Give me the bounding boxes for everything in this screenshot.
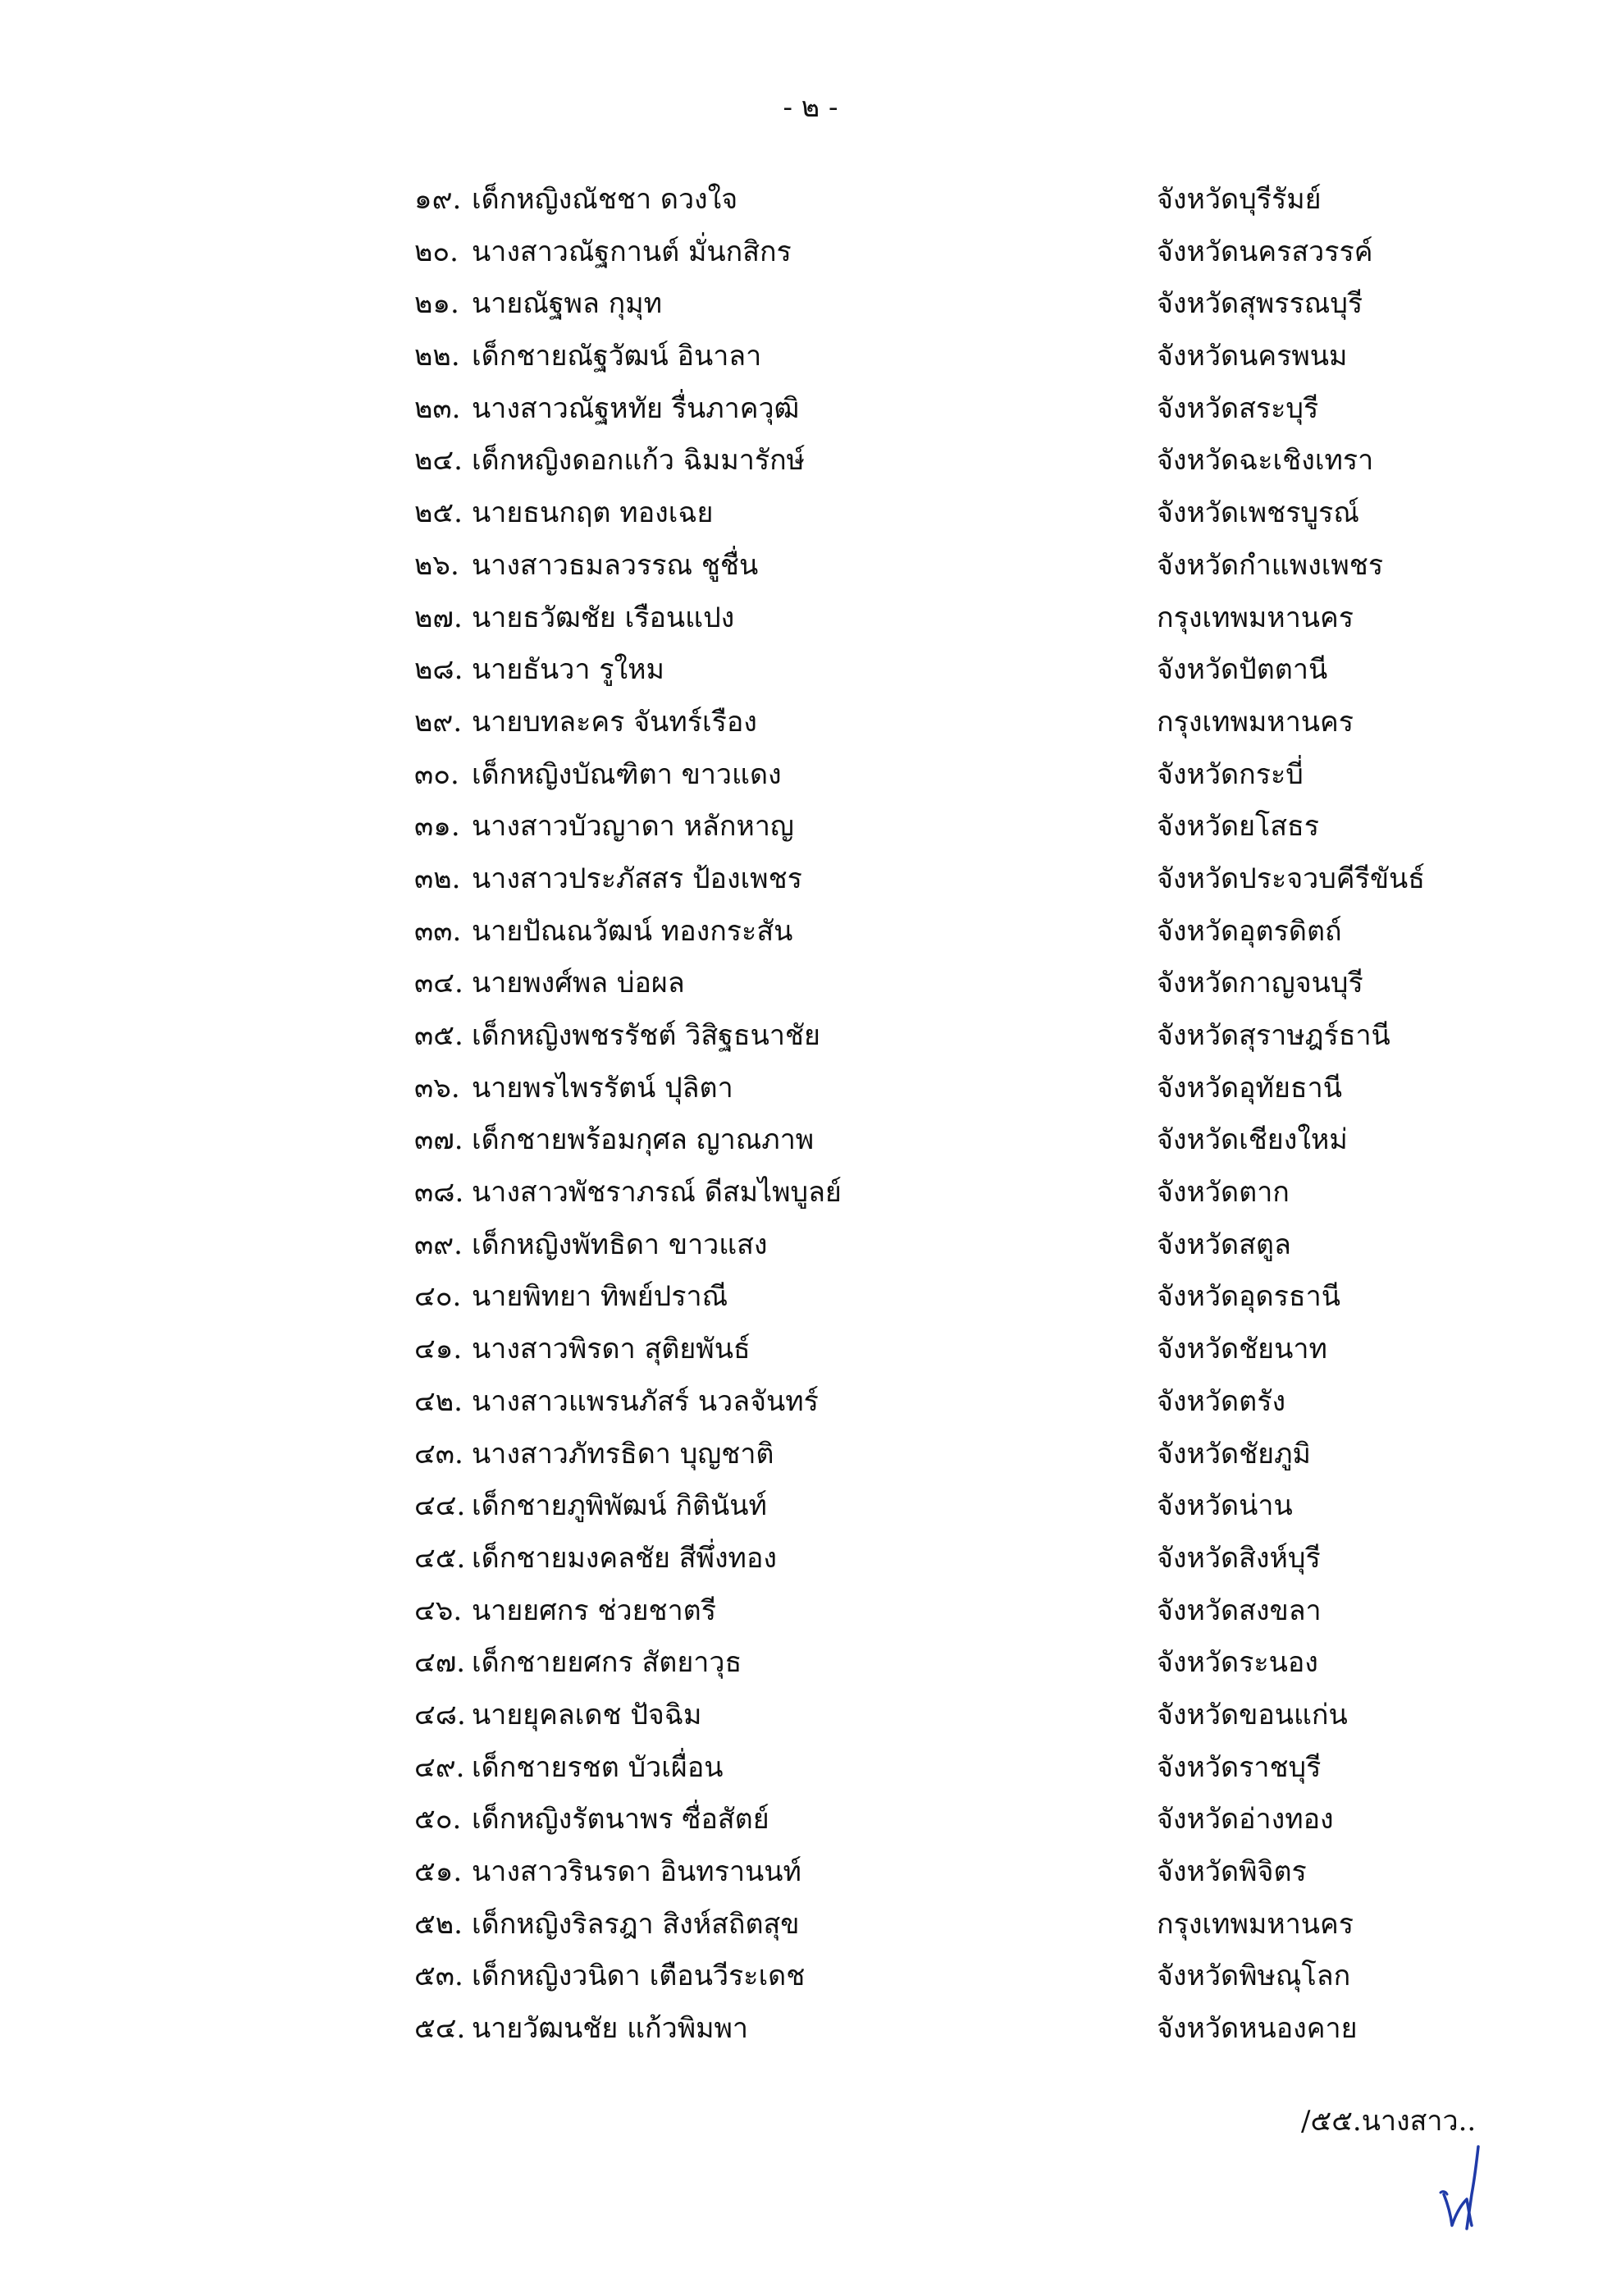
entry-province: จังหวัดตาก bbox=[1157, 1176, 1290, 1210]
entry-name: นางสาวพิรดา สุติยพันธ์ bbox=[472, 1333, 751, 1366]
entry-province: จังหวัดกาญจนบุรี bbox=[1157, 967, 1363, 1000]
entry-name: นายธันวา รูใหม bbox=[472, 653, 664, 687]
entry-province: จังหวัดสุราษฎร์ธานี bbox=[1157, 1019, 1390, 1052]
entry-province: กรุงเทพมหานคร bbox=[1157, 705, 1354, 739]
list-item bbox=[414, 1539, 1481, 1592]
entry-name: เด็กหญิงวนิดา เตือนวีระเดช bbox=[472, 1960, 806, 1993]
entry-number: ๒๙. bbox=[414, 705, 463, 739]
page-number: - ๒ - bbox=[783, 91, 838, 124]
entry-name: เด็กหญิงริลรฎา สิงห์สถิตสุข bbox=[472, 1907, 800, 1941]
entry-province: จังหวัดฉะเชิงเทรา bbox=[1157, 444, 1374, 478]
list-item bbox=[414, 912, 1481, 965]
entry-province: กรุงเทพมหานคร bbox=[1157, 1907, 1354, 1941]
entry-number: ๒๓. bbox=[414, 391, 461, 425]
list-item bbox=[414, 1435, 1481, 1488]
list-item bbox=[414, 1278, 1481, 1330]
entry-number: ๕๓. bbox=[414, 1960, 463, 1993]
entry-name: นายพรไพรรัตน์ ปุลิตา bbox=[472, 1071, 733, 1105]
entry-name: เด็กชายณัฐวัฒน์ อินาลา bbox=[472, 340, 762, 373]
entry-number: ๕๒. bbox=[414, 1907, 463, 1941]
entry-name: นางสาวณัฐหทัย รื่นภาควุฒิ bbox=[472, 391, 800, 425]
entry-number: ๓๐. bbox=[414, 757, 459, 791]
list-item bbox=[414, 703, 1481, 756]
entry-number: ๔๐. bbox=[414, 1280, 462, 1314]
entry-number: ๔๔. bbox=[414, 1489, 466, 1523]
list-item bbox=[414, 390, 1481, 442]
entry-province: จังหวัดสระบุรี bbox=[1157, 391, 1319, 425]
entry-name: นายธวัฒชัย เรือนแปง bbox=[472, 601, 735, 634]
entry-province: จังหวัดพิจิตร bbox=[1157, 1855, 1307, 1888]
list-item bbox=[414, 1017, 1481, 1069]
entry-number: ๓๙. bbox=[414, 1228, 463, 1261]
entry-number: ๓๒. bbox=[414, 862, 461, 895]
entry-province: จังหวัดนครพนม bbox=[1157, 340, 1348, 373]
list-item bbox=[414, 2010, 1481, 2062]
list-item bbox=[414, 1173, 1481, 1226]
entry-province: จังหวัดกำแพงเพชร bbox=[1157, 548, 1384, 582]
entry-province: จังหวัดน่าน bbox=[1157, 1489, 1293, 1523]
continuation-note: /๕๕.นางสาว.. bbox=[1301, 2105, 1477, 2138]
entry-province: จังหวัดชัยนาท bbox=[1157, 1333, 1327, 1366]
entry-name: นางสาวประภัสสร ป้องเพชร bbox=[472, 862, 802, 895]
entry-number: ๓๘. bbox=[414, 1176, 464, 1210]
entry-number: ๓๓. bbox=[414, 914, 462, 948]
list-item bbox=[414, 1383, 1481, 1435]
entry-number: ๔๒. bbox=[414, 1384, 463, 1418]
entry-number: ๒๔. bbox=[414, 444, 463, 478]
entry-name: นายพงศ์พล บ่อผล bbox=[472, 967, 685, 1000]
entry-name: นางสาวณัฐกานต์ มั่นกสิกร bbox=[472, 235, 792, 268]
entry-name: เด็กชายภูพิพัฒน์ กิตินันท์ bbox=[472, 1489, 767, 1523]
list-item bbox=[414, 1800, 1481, 1853]
entry-name: นางสาวภัทรธิดา บุญชาติ bbox=[472, 1437, 774, 1470]
entry-number: ๓๑. bbox=[414, 810, 460, 844]
entry-name: นายพิทยา ทิพย์ปราณี bbox=[472, 1280, 728, 1314]
entry-number: ๓๔. bbox=[414, 967, 463, 1000]
entry-province: จังหวัดบุรีรัมย์ bbox=[1157, 183, 1322, 216]
entry-name: นายยศกร ช่วยชาตรี bbox=[472, 1594, 717, 1627]
entry-number: ๕๔. bbox=[414, 2012, 466, 2046]
entry-province: จังหวัดเชียงใหม่ bbox=[1157, 1123, 1348, 1157]
entry-name: นายณัฐพล กุมุท bbox=[472, 287, 663, 321]
entry-number: ๔๙. bbox=[414, 1750, 465, 1784]
entry-province: จังหวัดประจวบคีรีขันธ์ bbox=[1157, 862, 1426, 895]
entry-province: จังหวัดเพชรบูรณ์ bbox=[1157, 496, 1359, 530]
entry-name: นางสาวแพรนภัสร์ นวลจันทร์ bbox=[472, 1384, 819, 1418]
list-item bbox=[414, 651, 1481, 703]
entry-number: ๓๕. bbox=[414, 1019, 463, 1052]
entry-number: ๔๓. bbox=[414, 1437, 463, 1470]
entry-name: เด็กชายยศกร สัตยาวุธ bbox=[472, 1646, 742, 1680]
entry-number: ๒๕. bbox=[414, 496, 463, 530]
list-item bbox=[414, 1069, 1481, 1122]
entry-number: ๔๘. bbox=[414, 1698, 466, 1731]
entry-name: เด็กชายรชต บัวเผื่อน bbox=[472, 1750, 724, 1784]
entry-number: ๔๗. bbox=[414, 1646, 466, 1680]
entry-number: ๓๖. bbox=[414, 1071, 460, 1105]
list-item bbox=[414, 1957, 1481, 2010]
entry-name: เด็กหญิงพชรรัชต์ วิสิฐธนาชัย bbox=[472, 1019, 820, 1052]
entry-province: จังหวัดสุพรรณบุรี bbox=[1157, 287, 1363, 321]
list-item bbox=[414, 1749, 1481, 1801]
entry-name: เด็กหญิงณัชชา ดวงใจ bbox=[472, 183, 738, 216]
list-item bbox=[414, 1853, 1481, 1905]
entry-name: เด็กหญิงพัทธิดา ขาวแสง bbox=[472, 1228, 768, 1261]
entry-province: จังหวัดขอนแก่น bbox=[1157, 1698, 1348, 1731]
entry-number: ๒๒. bbox=[414, 340, 460, 373]
list-item bbox=[414, 1696, 1481, 1749]
list-item bbox=[414, 1487, 1481, 1539]
entry-name: เด็กหญิงดอกแก้ว ฉิมมารักษ์ bbox=[472, 444, 806, 478]
entry-name: นายยุคลเดช ปัจฉิม bbox=[472, 1698, 702, 1731]
signature-mark bbox=[1427, 2143, 1493, 2234]
entry-name: เด็กหญิงรัตนาพร ซื่อสัตย์ bbox=[472, 1803, 769, 1836]
entry-number: ๒๘. bbox=[414, 653, 463, 687]
entry-number: ๔๕. bbox=[414, 1541, 466, 1575]
list-item bbox=[414, 860, 1481, 912]
entry-name: นายวัฒนชัย แก้วพิมพา bbox=[472, 2012, 749, 2046]
entry-province: จังหวัดกระบี่ bbox=[1157, 757, 1304, 791]
list-item bbox=[414, 1905, 1481, 1958]
list-item bbox=[414, 1644, 1481, 1696]
entry-province: จังหวัดพิษณุโลก bbox=[1157, 1960, 1351, 1993]
entry-name: นายธนกฤต ทองเฉย bbox=[472, 496, 714, 530]
entry-number: ๓๗. bbox=[414, 1123, 463, 1157]
entry-number: ๒๐. bbox=[414, 235, 459, 268]
entry-province: จังหวัดนครสวรรค์ bbox=[1157, 235, 1373, 268]
entry-province: จังหวัดตรัง bbox=[1157, 1384, 1286, 1418]
entry-province: จังหวัดสงขลา bbox=[1157, 1594, 1322, 1627]
list-item bbox=[414, 233, 1481, 286]
list-item bbox=[414, 1226, 1481, 1278]
entry-province: จังหวัดสตูล bbox=[1157, 1228, 1291, 1261]
entry-number: ๒๗. bbox=[414, 601, 463, 634]
list-item bbox=[414, 337, 1481, 390]
list-item bbox=[414, 547, 1481, 599]
entry-name: เด็กชายพร้อมกุศล ญาณภาพ bbox=[472, 1123, 815, 1157]
entry-province: จังหวัดอุทัยธานี bbox=[1157, 1071, 1342, 1105]
entry-name: นายปัณณวัฒน์ ทองกระสัน bbox=[472, 914, 793, 948]
entry-number: ๒๑. bbox=[414, 287, 459, 321]
entry-name: นายบทละคร จันทร์เรือง bbox=[472, 705, 757, 739]
entry-name: นางสาวบัวญาดา หลักหาญ bbox=[472, 810, 794, 844]
list-item bbox=[414, 807, 1481, 860]
entry-province: กรุงเทพมหานคร bbox=[1157, 601, 1354, 634]
list-item bbox=[414, 964, 1481, 1017]
entry-number: ๕๑. bbox=[414, 1855, 463, 1888]
entry-province: จังหวัดหนองคาย bbox=[1157, 2012, 1358, 2046]
entry-province: จังหวัดปัตตานี bbox=[1157, 653, 1328, 687]
list-item bbox=[414, 441, 1481, 494]
entry-province: จังหวัดอ่างทอง bbox=[1157, 1803, 1334, 1836]
entry-number: ๕๐. bbox=[414, 1803, 462, 1836]
entry-province: จังหวัดอุดรธานี bbox=[1157, 1280, 1340, 1314]
list-item bbox=[414, 494, 1481, 547]
entry-province: จังหวัดอุตรดิตถ์ bbox=[1157, 914, 1342, 948]
name-list bbox=[414, 181, 1481, 2062]
entry-name: นางสาวธมลวรรณ ชูชื่น bbox=[472, 548, 759, 582]
entry-province: จังหวัดชัยภูมิ bbox=[1157, 1437, 1311, 1470]
list-item bbox=[414, 1592, 1481, 1644]
list-item bbox=[414, 1330, 1481, 1383]
entry-name: นางสาวพัชราภรณ์ ดีสมไพบูลย์ bbox=[472, 1176, 842, 1210]
entry-province: จังหวัดระนอง bbox=[1157, 1646, 1318, 1680]
list-item bbox=[414, 756, 1481, 808]
entry-number: ๔๑. bbox=[414, 1333, 463, 1366]
entry-number: ๒๖. bbox=[414, 548, 459, 582]
entry-province: จังหวัดสิงห์บุรี bbox=[1157, 1541, 1321, 1575]
entry-name: เด็กหญิงบัณฑิตา ขาวแดง bbox=[472, 757, 782, 791]
entry-number: ๔๖. bbox=[414, 1594, 463, 1627]
entry-province: จังหวัดราชบุรี bbox=[1157, 1750, 1322, 1784]
list-item bbox=[414, 1121, 1481, 1173]
list-item bbox=[414, 181, 1481, 233]
list-item bbox=[414, 599, 1481, 652]
entry-name: นางสาวรินรดา อินทรานนท์ bbox=[472, 1855, 801, 1888]
entry-province: จังหวัดยโสธร bbox=[1157, 810, 1320, 844]
entry-number: ๑๙. bbox=[414, 183, 462, 216]
entry-name: เด็กชายมงคลชัย สีพึ่งทอง bbox=[472, 1541, 777, 1575]
list-item bbox=[414, 285, 1481, 337]
